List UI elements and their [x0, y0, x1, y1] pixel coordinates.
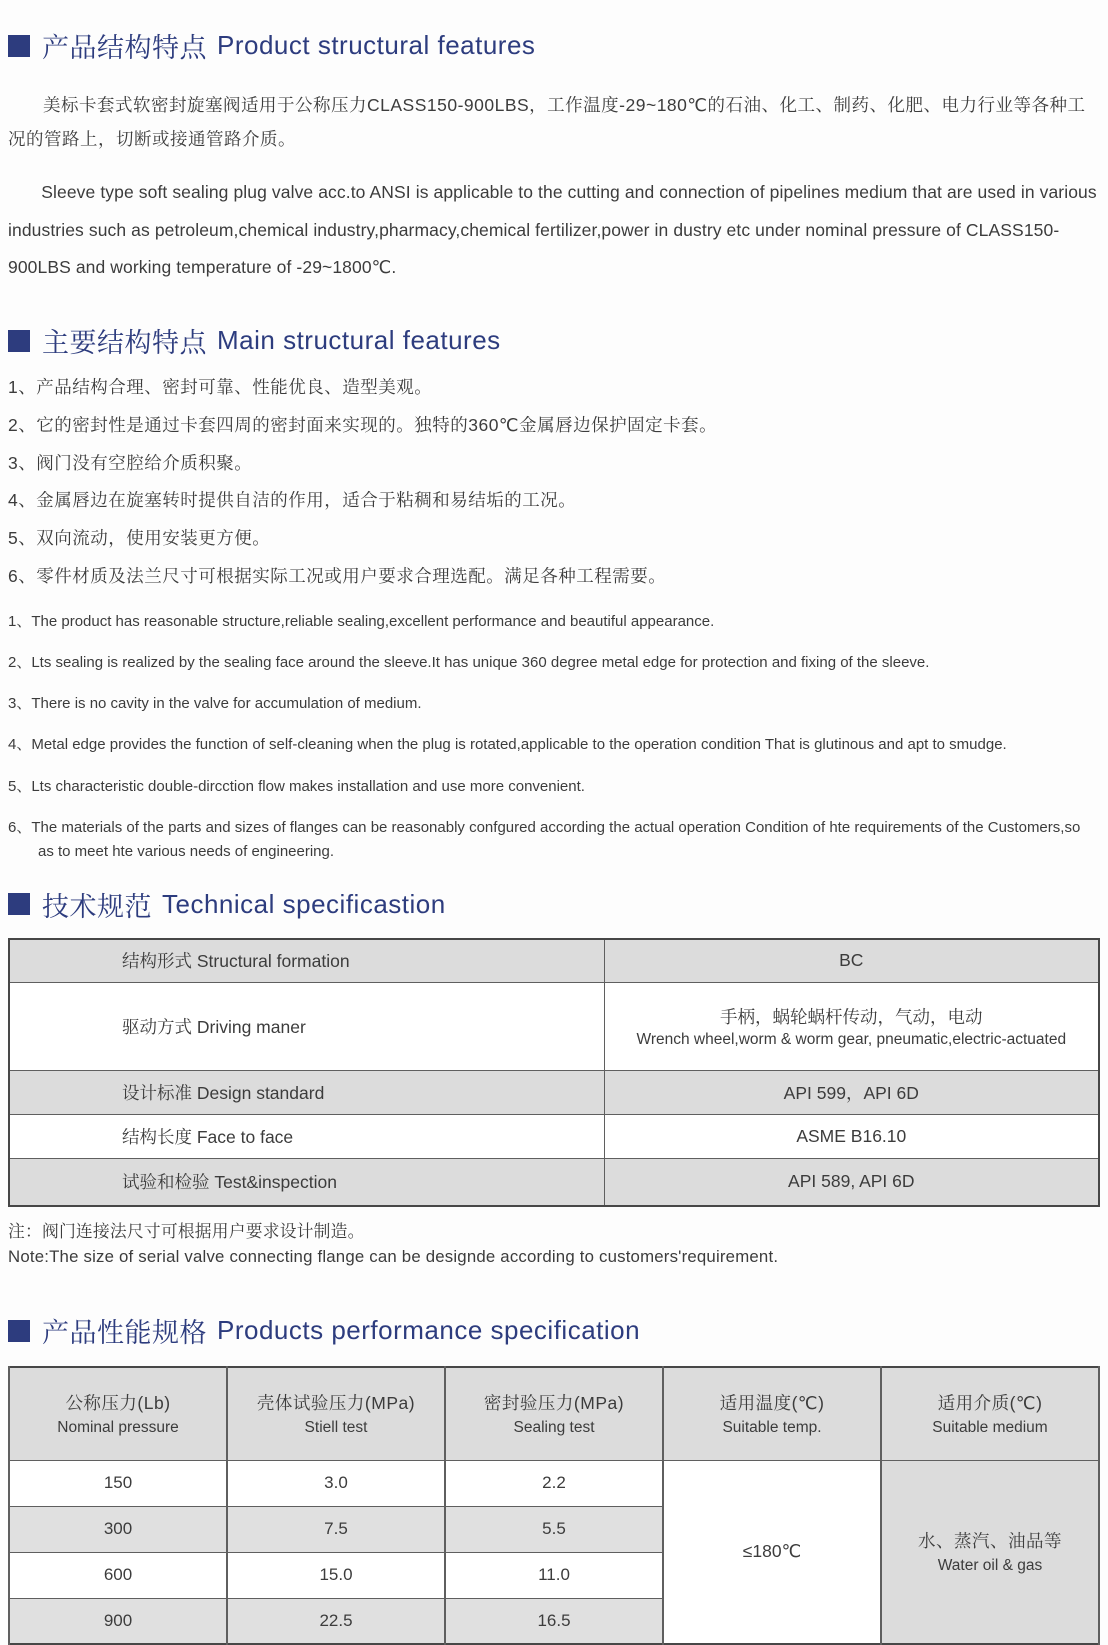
column-header — [881, 1367, 1099, 1460]
header-en: Nominal pressure — [57, 1419, 179, 1437]
features-list-en — [8, 610, 1100, 865]
table-row — [9, 1115, 1099, 1159]
cell-shell-test: 22.5 — [227, 1598, 445, 1644]
header-zh: 公称压力(Lb) — [65, 1393, 171, 1414]
section-title-zh: 产品结构特点 — [42, 33, 207, 63]
spec-value: BC — [604, 939, 1099, 983]
table-row — [9, 983, 1099, 1071]
table-header-row — [9, 1367, 1099, 1460]
section-title-en: Product structural features — [217, 30, 536, 60]
spec-value: API 589, API 6D — [604, 1159, 1099, 1206]
cell-sealing-test: 11.0 — [445, 1552, 663, 1598]
table-note — [8, 1219, 1100, 1269]
list-item: 4、Metal edge provides the function of self-cleaning when the plug is rotated,applicable to the operation condition That is glutinous and apt to smudge. — [8, 736, 1007, 754]
intro-paragraph-en: Sleeve type soft sealing plug valve acc.to ANSI is applicable to the cutting and connection of pipelines medium that are used in various industries such as petroleum,chemical industry,pharmacy,chemical fertilizer,power in dustry etc under nominal pressure of CLASS150-900LBS and working temperature of -29~1800℃. — [8, 182, 1097, 278]
header-en: Suitable medium — [932, 1419, 1048, 1437]
intro-paragraph-zh: 美标卡套式软密封旋塞阀适用于公称压力CLASS150-900LBS，工作温度-29~180℃的石油、化工、制药、化肥、电力行业等各种工况的管路上，切断或接通管路介质。 — [8, 95, 1086, 149]
section-marker-icon — [8, 330, 30, 352]
list-item: 1、The product has reasonable structure,reliable sealing,excellent performance and beautiful appearance. — [8, 612, 715, 630]
section-header-main-features — [8, 321, 1100, 360]
medium-en: Water oil & gas — [937, 1557, 1043, 1575]
header-zh: 适用温度(℃) — [719, 1393, 825, 1414]
cell-shell-test: 7.5 — [227, 1506, 445, 1552]
list-item: 3、There is no cavity in the valve for accumulation of medium. — [8, 695, 422, 713]
table-row — [9, 1460, 1099, 1506]
table-row — [9, 939, 1099, 983]
header-en: Sealing test — [513, 1419, 595, 1437]
spec-value-zh: 手柄，蜗轮蜗杆传动，气动，电动 — [720, 1007, 983, 1028]
list-item: 4、金属唇边在旋塞转时提供自洁的作用，适合于粘稠和易结垢的工况。 — [8, 490, 577, 511]
list-item: 6、零件材质及法兰尺寸可根据实际工况或用户要求合理选配。满足各种工程需要。 — [8, 565, 667, 586]
spec-value-en: Wrench wheel,worm & worm gear, pneumatic,electric-actuated — [636, 1031, 1067, 1049]
section-marker-icon — [8, 1320, 30, 1342]
table-row — [9, 1159, 1099, 1206]
cell-suitable-temp: ≤180℃ — [663, 1460, 881, 1644]
section-header-technical-spec — [8, 885, 1100, 924]
list-item: 6、The materials of the parts and sizes of flanges can be reasonably confgured according the actual operation Condition of hte requirements of the Customers,so as to meet hte various needs of engineering. — [8, 819, 1081, 861]
column-header — [445, 1367, 663, 1460]
medium-zh: 水、蒸汽、油品等 — [918, 1531, 1062, 1552]
section-header-performance-spec — [8, 1311, 1100, 1350]
table-row — [9, 1071, 1099, 1115]
section-header-product-features — [8, 26, 1100, 65]
column-header — [9, 1367, 227, 1460]
spec-value — [604, 983, 1099, 1071]
header-zh: 壳体试验压力(MPa) — [256, 1393, 416, 1414]
cell-shell-test: 3.0 — [227, 1460, 445, 1506]
note-en: Note:The size of serial valve connecting flange can be designde according to customers'requirement. — [8, 1246, 779, 1266]
section-marker-icon — [8, 35, 30, 57]
section-marker-icon — [8, 893, 30, 915]
cell-nominal-pressure: 150 — [9, 1460, 227, 1506]
header-zh: 密封验压力(MPa) — [483, 1393, 625, 1414]
cell-nominal-pressure: 600 — [9, 1552, 227, 1598]
header-en: Suitable temp. — [722, 1419, 822, 1437]
list-item: 2、Lts sealing is realized by the sealing face around the sleeve.It has unique 360 degree metal edge for protection and fixing of the sleeve. — [8, 653, 930, 671]
technical-spec-table — [8, 938, 1100, 1207]
spec-label: 结构长度 Face to face — [9, 1115, 604, 1159]
spec-value: ASME B16.10 — [604, 1115, 1099, 1159]
spec-label: 试验和检验 Test&inspection — [9, 1159, 604, 1206]
list-item: 2、它的密封性是通过卡套四周的密封面来实现的。独特的360℃金属唇边保护固定卡套。 — [8, 414, 718, 435]
section-title-en: Technical specificastion — [162, 888, 446, 919]
performance-spec-table — [8, 1366, 1100, 1645]
list-item: 3、阀门没有空腔给介质积聚。 — [8, 452, 253, 473]
cell-sealing-test: 2.2 — [445, 1460, 663, 1506]
list-item: 5、Lts characteristic double-dircction flow makes installation and use more convenient. — [8, 777, 585, 795]
list-item: 5、双向流动，使用安装更方便。 — [8, 528, 271, 549]
column-header — [227, 1367, 445, 1460]
features-list-zh — [8, 376, 1100, 588]
section-title-en: Main structural features — [217, 325, 501, 356]
spec-value: API 599，API 6D — [604, 1071, 1099, 1115]
section-title-zh: 主要结构特点 — [42, 328, 207, 359]
cell-nominal-pressure: 900 — [9, 1598, 227, 1644]
header-en: Stiell test — [304, 1419, 368, 1437]
column-header — [663, 1367, 881, 1460]
cell-sealing-test: 16.5 — [445, 1598, 663, 1644]
spec-label: 结构形式 Structural formation — [9, 939, 604, 983]
section-title-zh: 产品性能规格 — [42, 1318, 207, 1349]
spec-label: 设计标准 Design standard — [9, 1071, 604, 1115]
section-title-en: Products performance specification — [217, 1315, 641, 1346]
cell-nominal-pressure: 300 — [9, 1506, 227, 1552]
header-zh: 适用介质(℃) — [937, 1393, 1043, 1414]
spec-label: 驱动方式 Driving maner — [9, 983, 604, 1071]
cell-sealing-test: 5.5 — [445, 1506, 663, 1552]
note-zh: 注：阀门连接法尺寸可根据用户要求设计制造。 — [8, 1221, 365, 1241]
section-title-zh: 技术规范 — [42, 891, 152, 922]
cell-suitable-medium — [881, 1460, 1099, 1644]
list-item: 1、产品结构合理、密封可靠、性能优良、造型美观。 — [8, 377, 433, 398]
cell-shell-test: 15.0 — [227, 1552, 445, 1598]
